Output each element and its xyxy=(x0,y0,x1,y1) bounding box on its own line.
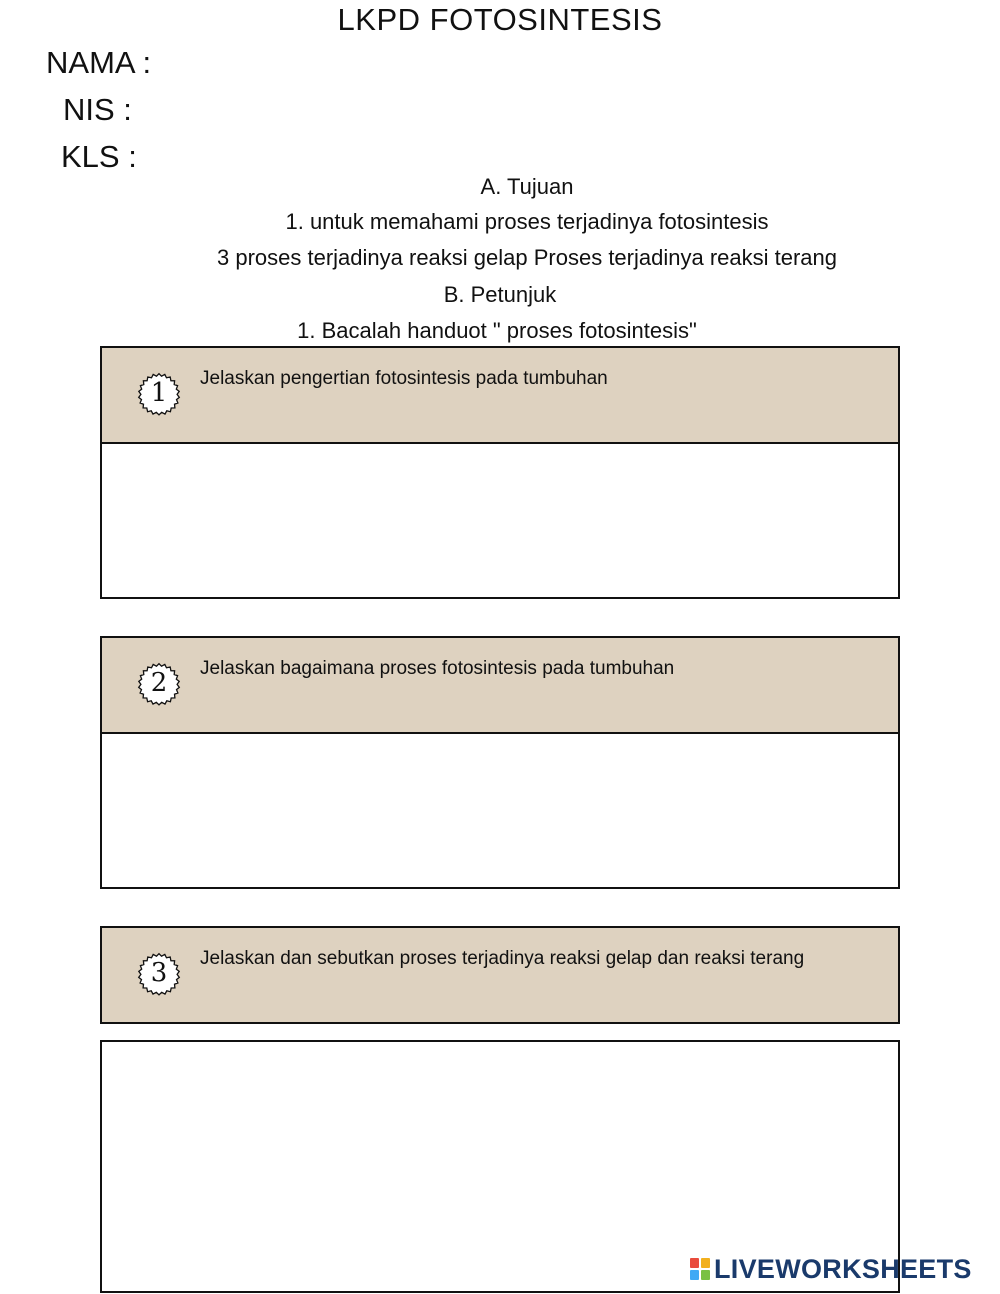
instruction-1: 1. Bacalah handuot " proses fotosintesis" xyxy=(297,318,697,343)
question-3-number: 3 xyxy=(150,958,168,988)
answer-box-1[interactable] xyxy=(100,442,900,599)
question-1-number: 1 xyxy=(150,378,168,408)
question-3-text: Jelaskan dan sebutkan proses terjadinya reaksi gelap dan reaksi terang xyxy=(200,948,805,969)
question-1-text: Jelaskan pengertian fotosintesis pada tumbuhan xyxy=(200,368,608,389)
answer-box-2[interactable] xyxy=(100,732,900,889)
brand-text: LIVEWORKSHEETS xyxy=(714,1253,972,1284)
nama-label: NAMA : xyxy=(46,45,152,80)
kls-label: KLS : xyxy=(61,139,137,174)
question-1-number-badge xyxy=(135,370,183,418)
goal-3: 3 proses terjadinya reaksi gelap Proses terjadinya reaksi terang xyxy=(217,245,837,270)
question-3-header xyxy=(100,926,900,1024)
question-2-header xyxy=(100,636,900,734)
question-2-text: Jelaskan bagaimana proses fotosintesis pada tumbuhan xyxy=(200,658,675,679)
section-b-heading: B. Petunjuk xyxy=(443,282,557,307)
question-2-number-badge xyxy=(135,660,183,708)
question-3-number-badge xyxy=(135,950,183,998)
question-1-header xyxy=(100,346,900,444)
liveworksheets-logo-icon xyxy=(690,1258,710,1280)
question-2-number: 2 xyxy=(150,668,168,698)
nis-label: NIS : xyxy=(63,92,132,127)
liveworksheets-brand xyxy=(690,1254,972,1284)
page-title: LKPD FOTOSINTESIS xyxy=(337,2,663,37)
goal-1: 1. untuk memahami proses terjadinya fotosintesis xyxy=(285,209,769,234)
section-a-heading: A. Tujuan xyxy=(480,174,574,199)
